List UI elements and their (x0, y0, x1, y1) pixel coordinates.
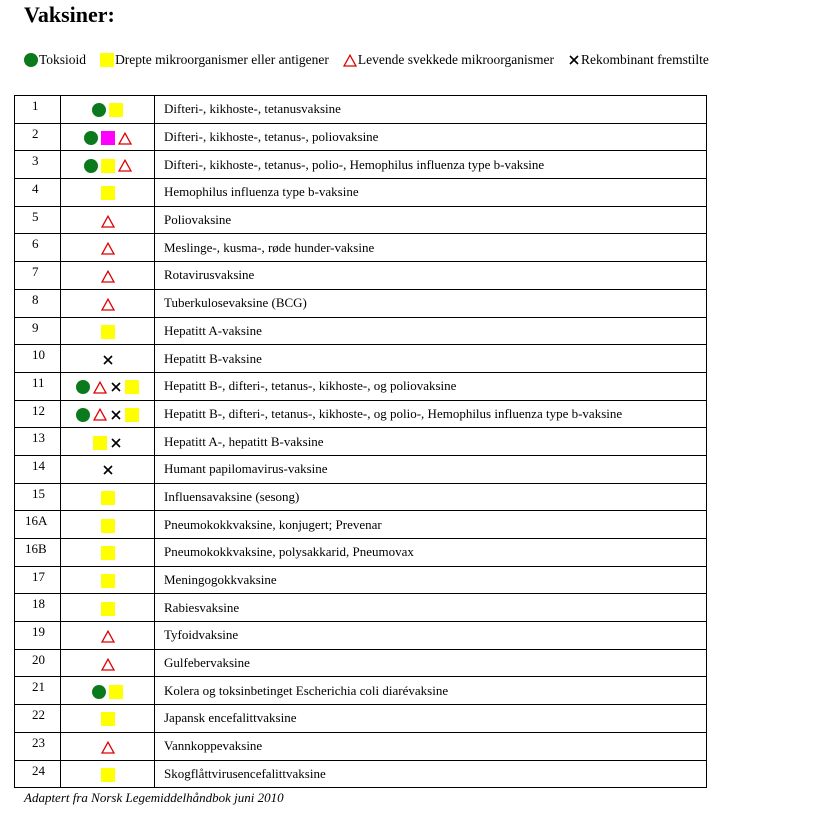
vaccine-type-icons (61, 123, 155, 151)
row-number: 14 (15, 455, 61, 483)
source-footnote: Adaptert fra Norsk Legemiddelhåndbok juni 2010 (24, 790, 284, 805)
vaccine-name: Pneumokokkvaksine, konjugert; Prevenar (155, 511, 707, 539)
table-row (15, 234, 707, 262)
legend-label: Drepte mikroorganismer eller antigener (115, 52, 329, 67)
yellow-square-icon (101, 186, 115, 200)
red-triangle-icon (118, 159, 132, 172)
table-row (15, 483, 707, 511)
vaccine-name: Difteri-, kikhoste-, tetanus-, polio-, Hemophilus influenza type b-vaksine (155, 151, 707, 179)
vaccine-type-icons (61, 400, 155, 428)
vaccine-name: Pneumokokkvaksine, polysakkarid, Pneumovax (155, 539, 707, 567)
vaccine-name: Rabiesvaksine (155, 594, 707, 622)
legend-label: Levende svekkede mikroorganismer (357, 52, 555, 67)
yellow-square-icon (101, 491, 115, 505)
table-row (15, 289, 707, 317)
black-cross-icon (110, 409, 122, 421)
table-row (15, 566, 707, 594)
table-row (15, 206, 707, 234)
vaccine-name: Meslinge-, kusma-, røde hunder-vaksine (155, 234, 707, 262)
table-row (15, 594, 707, 622)
vaccine-name: Vannkoppevaksine (155, 732, 707, 760)
legend-item-live (343, 52, 554, 68)
table-row (15, 400, 707, 428)
row-number: 19 (15, 622, 61, 650)
red-triangle-icon (93, 381, 107, 394)
legend-item-killed (100, 52, 329, 68)
yellow-square-icon (125, 380, 139, 394)
legend-item-toxoid (24, 52, 86, 68)
yellow-square-icon (100, 53, 114, 67)
vaccine-name: Hepatitt B-, difteri-, tetanus-, kikhoste-, og polio-, Hemophilus influenza type b-vaksine (155, 400, 707, 428)
vaccine-name: Tyfoidvaksine (155, 622, 707, 650)
yellow-square-icon (101, 602, 115, 616)
yellow-square-icon (109, 103, 123, 117)
table-row (15, 123, 707, 151)
vaccine-type-icons (61, 151, 155, 179)
black-cross-icon (102, 354, 114, 366)
black-cross-icon (110, 381, 122, 393)
row-number: 16B (15, 539, 61, 567)
vaccine-name: Rotavirusvaksine (155, 262, 707, 290)
black-cross-icon (102, 464, 114, 476)
green-circle-icon (84, 131, 98, 145)
red-triangle-icon (101, 741, 115, 754)
green-circle-icon (92, 685, 106, 699)
vaccine-name: Hepatitt A-vaksine (155, 317, 707, 345)
row-number: 8 (15, 289, 61, 317)
vaccine-type-icons (61, 539, 155, 567)
table-row (15, 372, 707, 400)
vaccine-name: Japansk encefalittvaksine (155, 705, 707, 733)
vaccine-type-icons (61, 649, 155, 677)
red-triangle-icon (101, 298, 115, 311)
vaccine-name: Hepatitt A-, hepatitt B-vaksine (155, 428, 707, 456)
red-triangle-icon (343, 54, 357, 67)
table-row (15, 428, 707, 456)
vaccine-table (14, 95, 707, 788)
yellow-square-icon (101, 519, 115, 533)
green-circle-icon (76, 380, 90, 394)
legend-label: Toksioid (39, 52, 87, 67)
row-number: 1 (15, 96, 61, 124)
table-row (15, 317, 707, 345)
vaccine-type-icons (61, 594, 155, 622)
table-row (15, 622, 707, 650)
vaccine-type-icons (61, 372, 155, 400)
row-number: 2 (15, 123, 61, 151)
red-triangle-icon (93, 408, 107, 421)
vaccine-name: Tuberkulosevaksine (BCG) (155, 289, 707, 317)
legend-label: Rekombinant fremstilte (581, 52, 709, 67)
vaccine-name: Hepatitt B-, difteri-, tetanus-, kikhoste-, og poliovaksine (155, 372, 707, 400)
table-row (15, 455, 707, 483)
vaccine-type-icons (61, 289, 155, 317)
table-row (15, 760, 707, 788)
vaccine-name: Influensavaksine (sesong) (155, 483, 707, 511)
vaccine-name: Difteri-, kikhoste-, tetanusvaksine (155, 96, 707, 124)
vaccine-type-icons (61, 345, 155, 373)
pink-square-icon (101, 131, 115, 145)
yellow-square-icon (125, 408, 139, 422)
table-row (15, 345, 707, 373)
table-row (15, 649, 707, 677)
black-cross-icon (568, 54, 580, 66)
table-row (15, 511, 707, 539)
vaccine-type-icons (61, 732, 155, 760)
row-number: 6 (15, 234, 61, 262)
red-triangle-icon (101, 630, 115, 643)
green-circle-icon (84, 159, 98, 173)
row-number: 22 (15, 705, 61, 733)
table-row (15, 705, 707, 733)
green-circle-icon (92, 103, 106, 117)
table-row (15, 732, 707, 760)
vaccine-name: Skogflåttvirusencefalittvaksine (155, 760, 707, 788)
row-number: 20 (15, 649, 61, 677)
vaccine-type-icons (61, 428, 155, 456)
row-number: 7 (15, 262, 61, 290)
row-number: 3 (15, 151, 61, 179)
red-triangle-icon (101, 270, 115, 283)
yellow-square-icon (101, 574, 115, 588)
row-number: 15 (15, 483, 61, 511)
vaccine-name: Humant papilomavirus-vaksine (155, 455, 707, 483)
row-number: 4 (15, 179, 61, 207)
vaccine-type-icons (61, 262, 155, 290)
vaccine-name: Meningogokkvaksine (155, 566, 707, 594)
vaccine-type-icons (61, 96, 155, 124)
vaccine-type-icons (61, 705, 155, 733)
row-number: 17 (15, 566, 61, 594)
row-number: 11 (15, 372, 61, 400)
yellow-square-icon (101, 712, 115, 726)
vaccine-type-icons (61, 483, 155, 511)
green-circle-icon (24, 53, 38, 67)
page-title: Vaksiner: (24, 2, 115, 27)
vaccine-type-icons (61, 206, 155, 234)
red-triangle-icon (118, 132, 132, 145)
vaccine-name: Difteri-, kikhoste-, tetanus-, poliovaksine (155, 123, 707, 151)
table-row (15, 677, 707, 705)
vaccine-type-icons (61, 511, 155, 539)
vaccine-type-icons (61, 317, 155, 345)
row-number: 18 (15, 594, 61, 622)
table-row (15, 179, 707, 207)
vaccine-name: Hemophilus influenza type b-vaksine (155, 179, 707, 207)
vaccine-name: Hepatitt B-vaksine (155, 345, 707, 373)
vaccine-type-icons (61, 455, 155, 483)
yellow-square-icon (101, 325, 115, 339)
vaccine-type-icons (61, 677, 155, 705)
yellow-square-icon (101, 159, 115, 173)
row-number: 21 (15, 677, 61, 705)
red-triangle-icon (101, 658, 115, 671)
vaccine-type-icons (61, 622, 155, 650)
yellow-square-icon (109, 685, 123, 699)
vaccine-type-icons (61, 179, 155, 207)
table-row (15, 151, 707, 179)
table-row (15, 96, 707, 124)
yellow-square-icon (101, 768, 115, 782)
legend-item-recombinant (568, 52, 709, 68)
vaccine-name: Kolera og toksinbetinget Escherichia coli diarévaksine (155, 677, 707, 705)
legend (24, 50, 723, 70)
vaccine-name: Poliovaksine (155, 206, 707, 234)
table-row (15, 262, 707, 290)
black-cross-icon (110, 437, 122, 449)
row-number: 5 (15, 206, 61, 234)
row-number: 9 (15, 317, 61, 345)
row-number: 23 (15, 732, 61, 760)
green-circle-icon (76, 408, 90, 422)
row-number: 10 (15, 345, 61, 373)
yellow-square-icon (101, 546, 115, 560)
vaccine-name: Gulfebervaksine (155, 649, 707, 677)
yellow-square-icon (93, 436, 107, 450)
row-number: 16A (15, 511, 61, 539)
vaccine-type-icons (61, 760, 155, 788)
row-number: 13 (15, 428, 61, 456)
table-row (15, 539, 707, 567)
vaccine-type-icons (61, 234, 155, 262)
row-number: 24 (15, 760, 61, 788)
red-triangle-icon (101, 215, 115, 228)
red-triangle-icon (101, 242, 115, 255)
row-number: 12 (15, 400, 61, 428)
vaccine-type-icons (61, 566, 155, 594)
